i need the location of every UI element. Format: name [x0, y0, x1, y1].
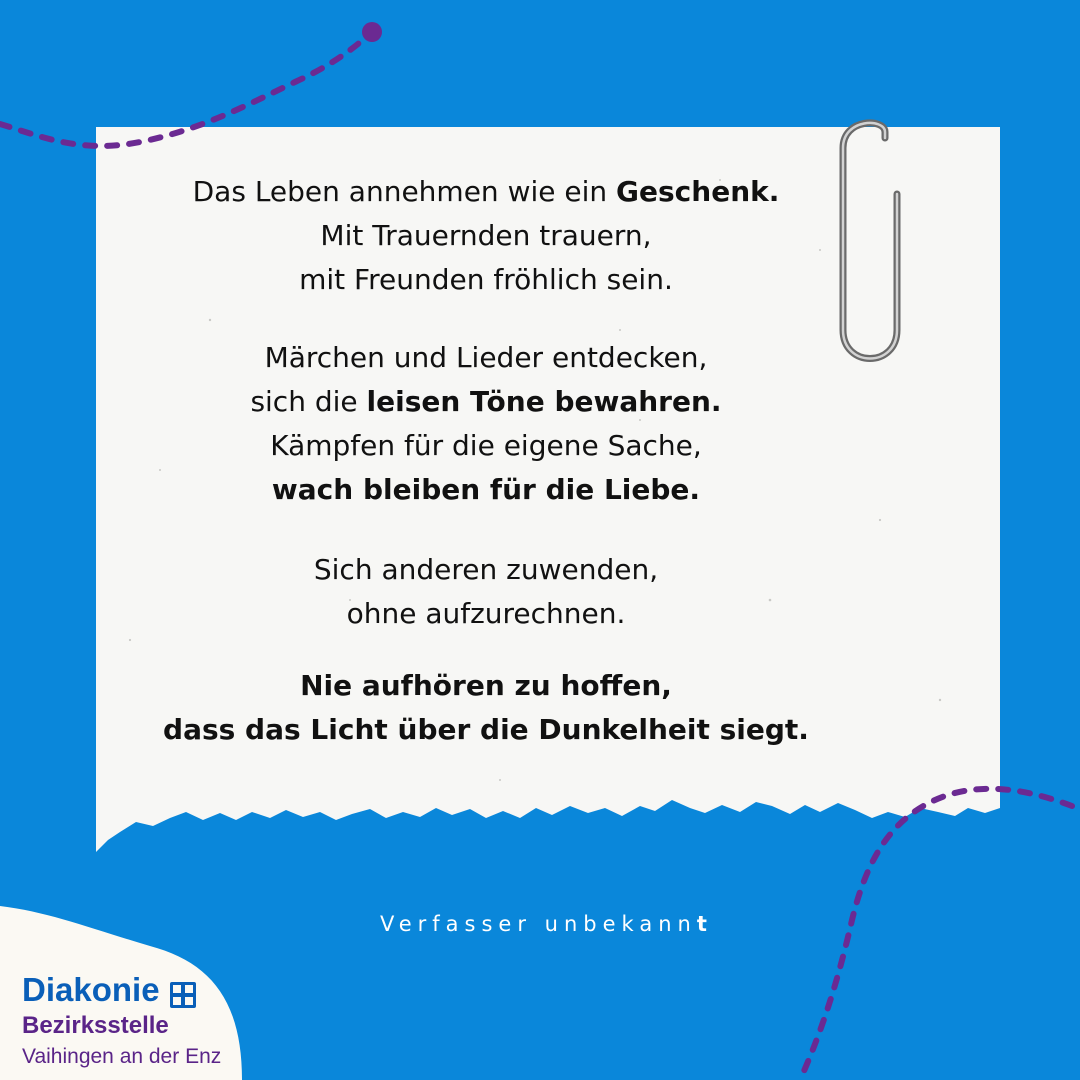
poem-bold-text: leisen Töne bewahren.: [366, 385, 722, 418]
author-last-letter: t: [696, 912, 713, 936]
logo-location: Vaihingen an der Enz: [22, 1045, 222, 1068]
poem-stanza-1: [96, 170, 876, 302]
author-text: Verfasser unbekann: [380, 912, 697, 936]
poem-bold-text: Geschenk.: [616, 175, 780, 208]
logo-name: Diakonie: [22, 971, 160, 1008]
diakonie-cross-icon: [170, 982, 196, 1008]
poem-bold-text: Nie aufhören zu hoffen,: [300, 669, 672, 702]
poem-line: Sich anderen zuwenden,: [313, 553, 659, 586]
poem-line: [96, 708, 876, 752]
poem-text: Das Leben annehmen wie ein: [192, 175, 617, 208]
poem-line: [96, 468, 876, 512]
poem-line: ohne aufzurechnen.: [346, 597, 626, 630]
poem-line: [96, 664, 876, 708]
poem-line: [96, 170, 876, 214]
poem-text: sich die: [250, 385, 367, 418]
poem-line: [96, 380, 876, 424]
dotted-curve-bottom: [800, 789, 1072, 1080]
dotted-curve-top-end: [362, 22, 382, 42]
logo-subtitle: Bezirksstelle: [22, 1012, 169, 1039]
poem-bold-text: wach bleiben für die Liebe.: [271, 473, 701, 506]
poem-line: Märchen und Lieder entdecken,: [264, 341, 708, 374]
poem-stanza-4: [96, 664, 876, 752]
author-credit: [380, 912, 760, 936]
poem-stanza-2: [96, 336, 876, 512]
diakonie-logo: [22, 970, 262, 1072]
poem-stanza-3: [96, 548, 876, 636]
poem-line: Kämpfen für die eigene Sache,: [270, 429, 702, 462]
poem-line: Mit Trauernden trauern,: [320, 219, 652, 252]
poem-line: mit Freunden fröhlich sein.: [299, 263, 673, 296]
logo-title-row: [22, 970, 262, 1010]
poem-bold-text: dass das Licht über die Dunkelheit siegt.: [163, 713, 809, 746]
